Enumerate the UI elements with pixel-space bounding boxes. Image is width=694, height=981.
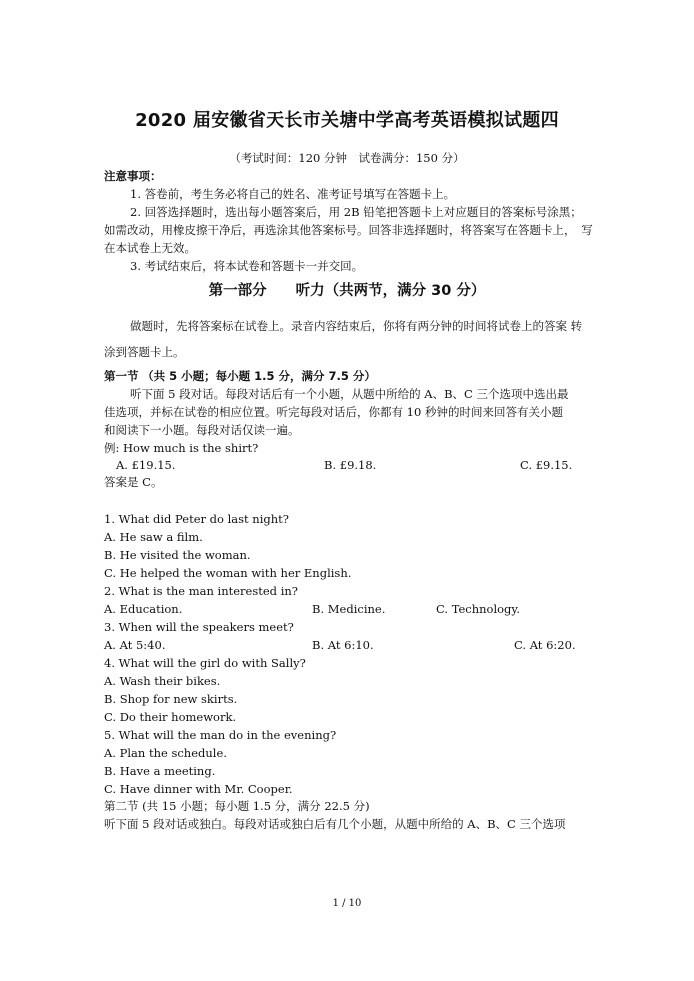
question-1: 1. What did Peter do last night? [104,512,289,526]
question-4: 4. What will the girl do with Sally? [104,656,306,670]
section-one-heading [104,368,376,384]
question-4-option-c: C. Do their homework. [104,710,237,724]
section-one-instr-line-3: 和阅读下一小题。每段对话仅读一遍。 [104,423,300,437]
question-2: 2. What is the man interested in? [104,584,298,598]
notice-item-2-line-3: 在本试卷上无效。 [104,241,196,255]
section-two-heading: 第二节 (共 15 小题；每小题 1.5 分，满分 22.5 分) [104,799,370,813]
page-number: 1 / 10 [332,898,362,909]
question-5-option-b: B. Have a meeting. [104,764,216,778]
section-one-instr-line-2: 佳选项，并标在试卷的相应位置。听完每段对话后，你都有 10 秒钟的时间来回答有关小题 [104,405,563,419]
question-3-option-a: A. At 5:40. [104,638,166,652]
section-one-info: （共 5 小题；每小题 1.5 分，满分 7.5 分） [142,369,376,383]
notice-heading: 注意事项： [104,169,162,183]
question-5-option-c: C. Have dinner with Mr. Cooper. [104,782,293,796]
notice-item-1: 1. 答卷前，考生务必将自己的姓名、准考证号填写在答题卡上。 [130,187,456,201]
page-title: 2020 届安徽省天长市关塘中学高考英语模拟试题四 [135,110,559,131]
question-4-option-b: B. Shop for new skirts. [104,692,238,706]
example-answer: 答案是 C。 [104,475,163,489]
question-2-option-b: B. Medicine. [312,602,386,616]
notice-item-2-line-2: 如需改动，用橡皮擦干净后，再选涂其他答案标号。回答非选择题时，将答案写在答题卡上， 写 [104,223,593,237]
question-2-option-a: A. Education. [104,602,183,616]
part-one-intro-line-1: 做题时，先将答案标在试卷上。录音内容结束后，你将有两分钟的时间将试卷上的答案 转 [130,319,583,333]
question-4-option-a: A. Wash their bikes. [104,674,221,688]
question-2-option-c: C. Technology. [436,602,521,616]
question-5-option-a: A. Plan the schedule. [104,746,227,760]
question-1-option-b: B. He visited the woman. [104,548,251,562]
exam-info: （考试时间：120 分钟 试卷满分：150 分） [229,151,465,165]
part-one-intro-line-2: 涂到答题卡上。 [104,345,185,359]
question-3-option-b: B. At 6:10. [312,638,374,652]
section-two-instr-line-1: 听下面 5 段对话或独白。每段对话或独白后有几个小题，从题中所给的 A、B、C 三个选项 [104,817,566,831]
example-option-a: A. £19.15. [116,458,176,472]
example-question: 例: How much is the shirt? [104,441,259,455]
example-option-c: C. £9.15. [520,458,573,472]
part-one-heading: 第一部分 听力（共两节，满分 30 分） [208,283,486,299]
section-one-instr-line-1: 听下面 5 段对话。每段对话后有一个小题，从题中所给的 A、B、C 三个选项中选出最 [130,387,569,401]
question-1-option-a: A. He saw a film. [104,530,203,544]
example-option-b: B. £9.18. [324,458,377,472]
notice-item-2-line-1: 2. 回答选择题时，选出每小题答案后，用 2B 铅笔把答题卡上对应题目的答案标号涂黑； [130,205,582,219]
section-one-label: 第一节 [104,369,139,383]
question-3: 3. When will the speakers meet? [104,620,294,634]
notice-item-3: 3. 考试结束后，将本试卷和答题卡一并交回。 [130,259,364,273]
question-5: 5. What will the man do in the evening? [104,728,337,742]
question-1-option-c: C. He helped the woman with her English. [104,566,352,580]
question-3-option-c: C. At 6:20. [514,638,576,652]
